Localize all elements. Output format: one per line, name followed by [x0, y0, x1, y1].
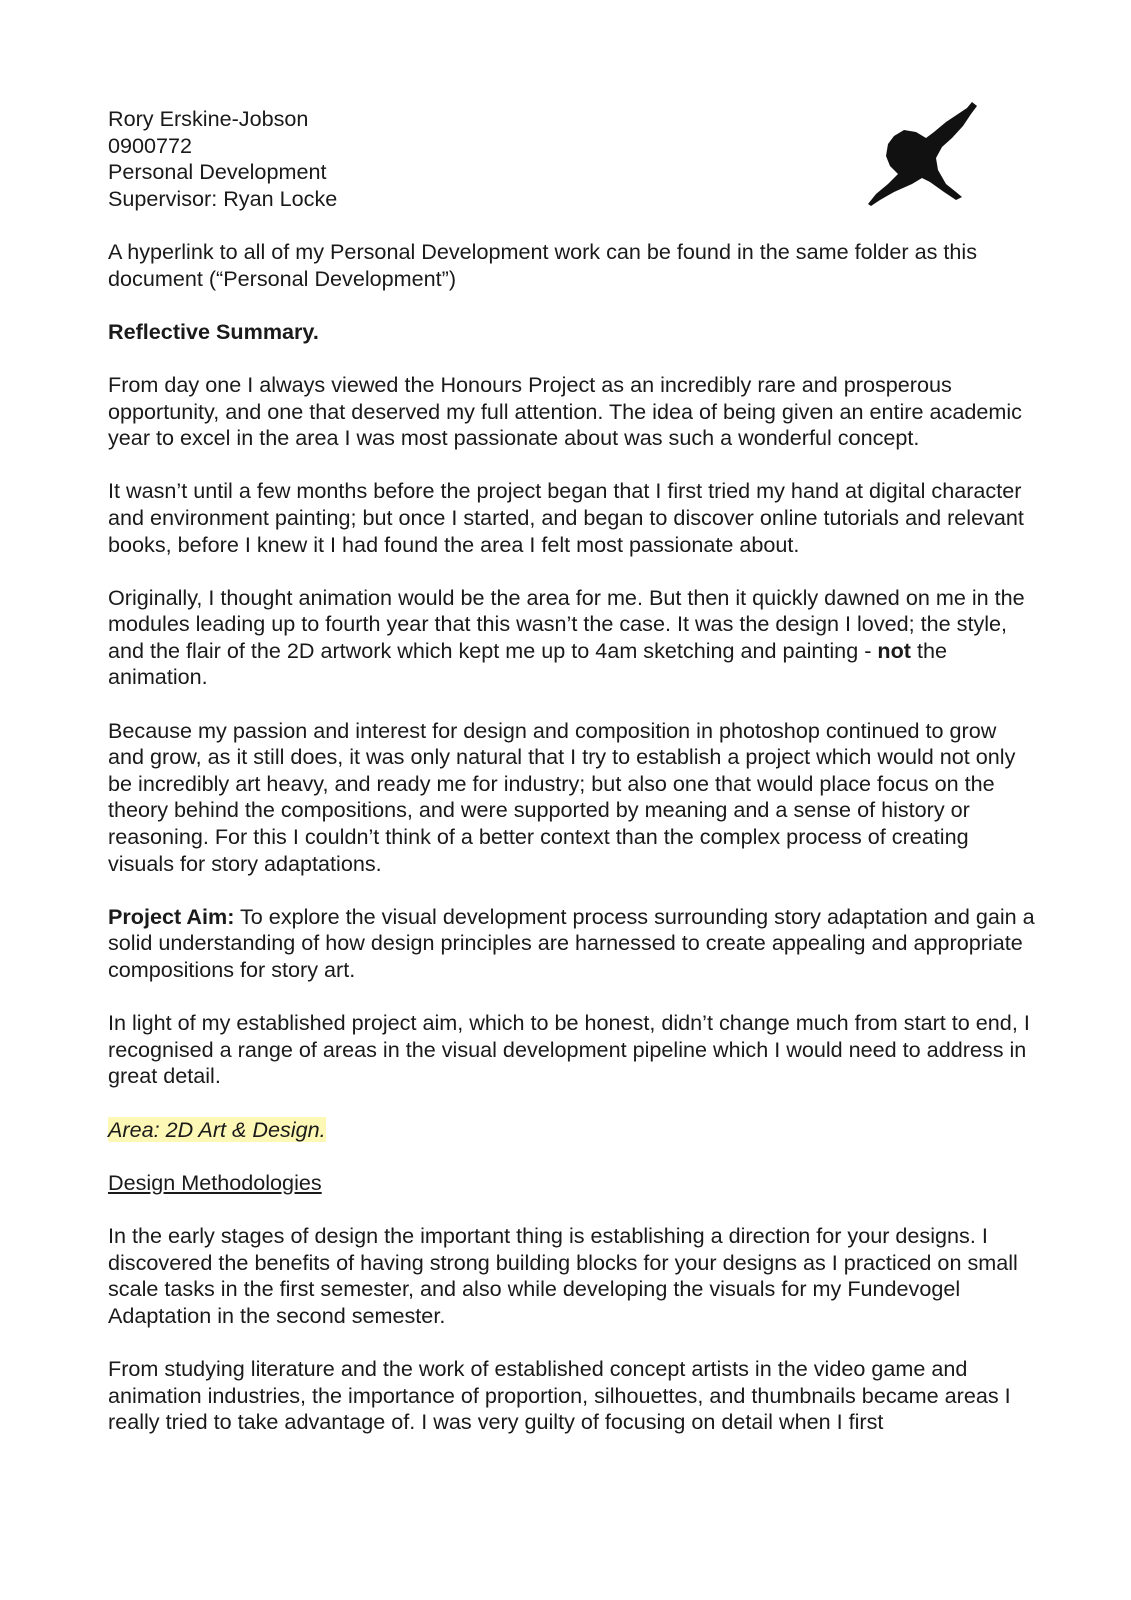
- project-aim-text: To explore the visual development process surrounding story adaptation and gain a solid understanding of how design principles are harnessed to create appealing and appropriate compositions for story art.: [108, 903, 1035, 982]
- document-body: [108, 106, 1038, 1462]
- paragraph-1: From day one I always viewed the Honours Project as an incredibly rare and prosperous opportunity, and one that deserved my full attention. The idea of being given an entire academic year to excel in the area I was most passionate about was such a wonderful concept.: [108, 371, 1022, 451]
- intro-paragraph: A hyperlink to all of my Personal Development work can be found in the same folder as this document (“Personal Development”): [108, 238, 978, 291]
- paragraph-2: It wasn’t until a few months before the project began that I first tried my hand at digital character and environment painting; but once I started, and began to discover online tutorials and relevant books, before I knew it I had found the area I felt most passionate about.: [108, 478, 1024, 557]
- project-aim-label: Project Aim:: [108, 903, 235, 929]
- module-name: Personal Development: [108, 159, 327, 185]
- paragraph-4: Because my passion and interest for design and composition in photoshop continued to grow and grow, as it still does, it was only natural that I try to establish a project which would not only be incredibly art heavy, and ready me for industry; but also one that would place focus on the theory behind the compositions, and were supported by meaning and a sense of history or reasoning. For this I couldn’t think of a better context than the complex process of creating visuals for story adaptations.: [108, 717, 1016, 876]
- header-block: [108, 106, 1038, 212]
- paragraph-3-bold: not: [877, 637, 911, 663]
- area-heading: [108, 1117, 1038, 1144]
- paragraph-5: In light of my established project aim, which to be honest, didn’t change much from start to end, I recognised a range of areas in the visual development pipeline which I would need to address in great detail.: [108, 1010, 1030, 1089]
- area-heading-text: Area: 2D Art & Design.: [108, 1116, 326, 1142]
- design-paragraph-1: In the early stages of design the important thing is establishing a direction for your designs. I discovered the benefits of having strong building blocks for your designs as I practiced on small scale tasks in the first semester, and also while developing the visuals for my Fundevogel Adaptation in the second semester.: [108, 1222, 1018, 1328]
- design-paragraph-2: From studying literature and the work of established concept artists in the video game and animation industries, the importance of proportion, silhouettes, and thumbnails became areas I really tried to take advantage of. I was very guilty of focusing on detail when I first: [108, 1355, 1011, 1435]
- design-methodologies-heading: [108, 1170, 1038, 1197]
- paragraph-3: [108, 585, 1038, 691]
- project-aim: [108, 904, 1038, 984]
- paragraph-3-text: Originally, I thought animation would be the area for me. But then it quickly dawned on me in the modules leading up to fourth year that this wasn’t the case. It was the design I loved; the style, and the flair of the 2D artwork which kept me up to 4am sketching and painting -: [108, 584, 1025, 663]
- paragraph-3-end: the animation.: [108, 637, 948, 690]
- summary-heading-text: Reflective Summary.: [108, 318, 319, 344]
- student-id: 0900772: [108, 132, 193, 158]
- summary-heading: [108, 319, 1038, 346]
- author-name: Rory Erskine-Jobson: [108, 106, 309, 131]
- design-methodologies-text: Design Methodologies: [108, 1169, 322, 1195]
- supervisor: Supervisor: Ryan Locke: [108, 185, 338, 211]
